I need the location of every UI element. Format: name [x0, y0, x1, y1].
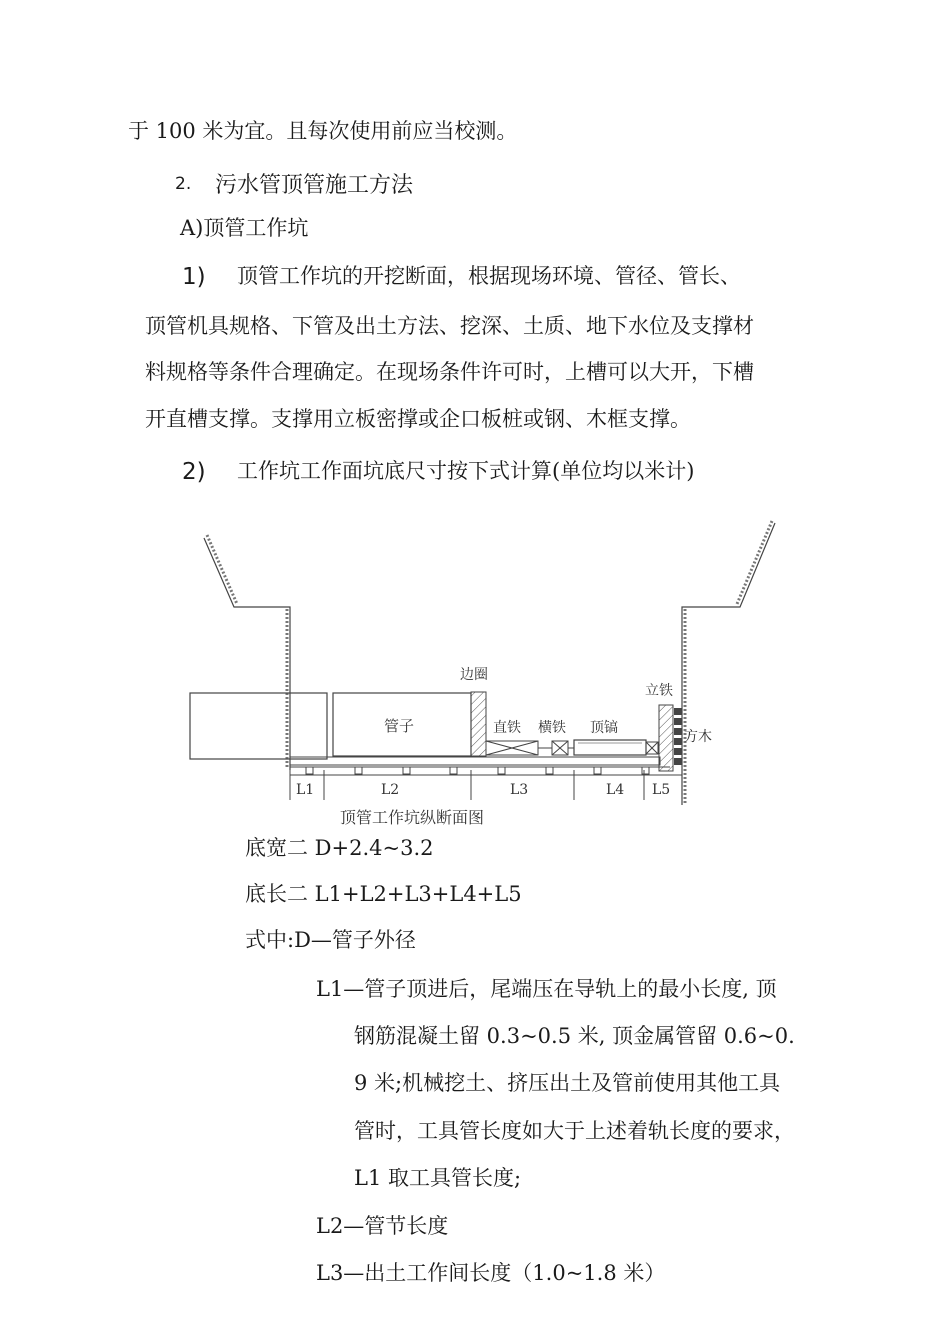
formula-bottom-width: 底宽二 D+2.4~3.2 — [245, 836, 434, 860]
def-l2: L2—管节长度 — [316, 1214, 449, 1238]
guide-rail — [290, 757, 660, 765]
item-1-line-a: 顶管工作坑的开挖断面，根据现场环境、管径、管长、 — [237, 264, 741, 288]
heading-a: A)顶管工作坑 — [180, 216, 309, 240]
item-2-number: 2) — [182, 459, 206, 485]
def-l1-line-a: L1—管子顶进后，尾端压在导轨上的最小长度, 顶 — [316, 977, 777, 1001]
label-square-timber: 方木 — [684, 729, 712, 745]
def-l3: L3—出土工作间长度（1.0~1.8 米） — [316, 1261, 666, 1285]
edge-ring — [471, 692, 486, 756]
cross-iron — [552, 741, 568, 755]
jack-end-block — [646, 742, 658, 754]
label-edge-ring: 边圈 — [460, 667, 488, 683]
left-pit-wall — [204, 535, 290, 770]
item-1-line-d: 开直槽支撑。支撑用立板密撑或企口板桩或钢、木框支撑。 — [145, 407, 691, 431]
dim-l4: L4 — [606, 782, 625, 798]
dim-l3: L3 — [510, 782, 529, 798]
straight-iron — [486, 741, 538, 755]
outer-pipe — [190, 693, 327, 759]
item-1-number: 1) — [182, 264, 206, 290]
dim-l5: L5 — [652, 782, 671, 798]
item-2-line-a: 工作坑工作面坑底尺寸按下式计算(单位均以米计) — [237, 459, 695, 483]
label-straight-iron: 直铁 — [493, 720, 521, 736]
formula-where: 式中:D—管子外径 — [245, 928, 416, 952]
right-pit-wall — [682, 521, 775, 805]
formula-bottom-length: 底长二 L1+L2+L3+L4+L5 — [245, 882, 522, 906]
item-1-line-c: 料规格等条件合理确定。在现场条件许可时，上槽可以大开，下槽 — [145, 360, 754, 384]
heading-2-title: 污水管顶管施工方法 — [215, 173, 414, 198]
jack — [574, 740, 646, 755]
rail-sleepers — [306, 767, 649, 774]
heading-2-number: 2. — [175, 174, 192, 194]
label-pipe: 管子 — [384, 717, 415, 735]
dim-l1: L1 — [296, 782, 315, 798]
def-l1-line-e: L1 取工具管长度; — [354, 1166, 522, 1190]
text-line-1: 于 100 米为宜。且每次使用前应当校测。 — [128, 119, 518, 143]
item-1-line-b: 顶管机具规格、下管及出土方法、挖深、土质、地下水位及支撑材 — [145, 314, 754, 338]
dim-l2: L2 — [381, 782, 400, 798]
square-timber — [674, 708, 682, 765]
label-vertical-iron: 立铁 — [645, 683, 673, 699]
vertical-iron — [659, 705, 673, 771]
def-l1-line-d: 管时，工具管长度如大于上述着轨长度的要求， — [354, 1119, 795, 1143]
def-l1-line-c: 9 米;机械挖土、挤压出土及管前使用其他工具 — [354, 1071, 781, 1095]
label-jack: 顶镐 — [590, 720, 618, 736]
pit-section-figure — [0, 505, 950, 845]
def-l1-line-b: 钢筋混凝土留 0.3~0.5 米, 顶金属管留 0.6~0. — [354, 1024, 795, 1048]
figure-caption: 顶管工作坑纵断面图 — [340, 808, 485, 827]
label-cross-iron: 横铁 — [538, 720, 566, 736]
